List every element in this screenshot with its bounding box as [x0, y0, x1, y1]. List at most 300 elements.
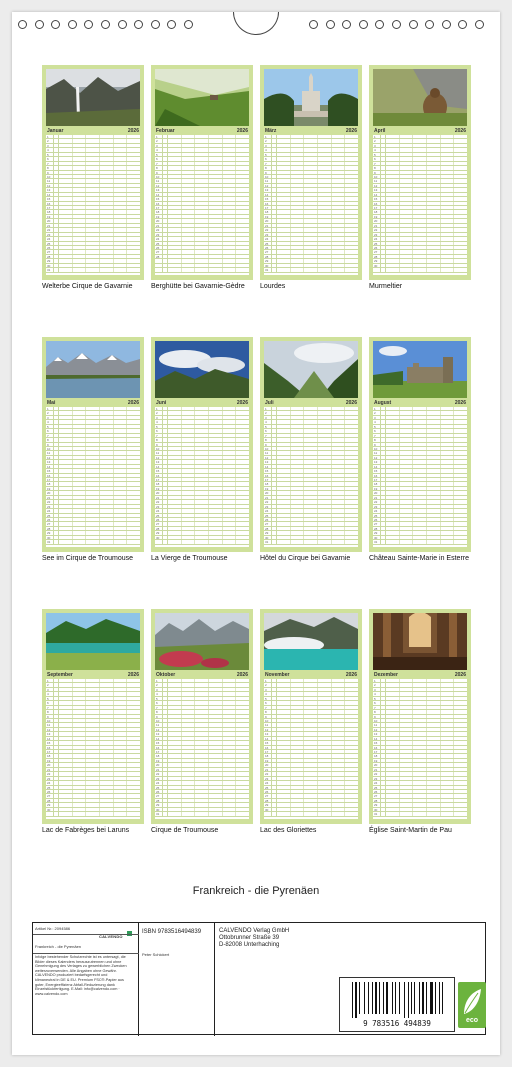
day-row: 22 — [155, 228, 249, 232]
day-row: 11 — [264, 179, 358, 183]
month-header — [46, 399, 140, 407]
day-row: 9 — [155, 443, 249, 447]
day-row: 14 — [46, 737, 140, 741]
month-oktober — [151, 609, 253, 824]
day-row: 27 — [155, 522, 249, 526]
day-row: 15 — [264, 469, 358, 473]
day-row: 18 — [155, 482, 249, 486]
day-row: 4 — [155, 148, 249, 152]
day-row: 26 — [264, 790, 358, 794]
day-row: 6 — [264, 429, 358, 433]
day-row — [155, 268, 249, 272]
day-row: 17 — [373, 206, 467, 210]
day-row: 24 — [264, 509, 358, 513]
day-row: 7 — [155, 162, 249, 166]
day-row: 18 — [46, 210, 140, 214]
day-row: 18 — [264, 482, 358, 486]
day-row: 15 — [373, 741, 467, 745]
day-row: 28 — [373, 255, 467, 259]
day-row: 5 — [46, 697, 140, 701]
day-row: 22 — [155, 772, 249, 776]
day-row: 10 — [46, 175, 140, 179]
day-row: 29 — [264, 259, 358, 263]
day-row: 26 — [373, 518, 467, 522]
month-name: Juli — [265, 400, 274, 406]
month-photo — [155, 341, 249, 398]
binding-hole — [359, 20, 368, 29]
day-row: 11 — [46, 179, 140, 183]
day-row: 7 — [264, 434, 358, 438]
day-row: 1 — [46, 679, 140, 683]
day-grid — [46, 135, 140, 275]
barcode-bar — [435, 982, 436, 1014]
day-grid — [46, 407, 140, 547]
day-row: 3 — [46, 144, 140, 148]
day-row: 12 — [155, 728, 249, 732]
month-caption: See im Cirque de Troumouse — [42, 555, 134, 562]
day-row: 28 — [155, 799, 249, 803]
day-row: 3 — [373, 144, 467, 148]
day-row: 13 — [46, 188, 140, 192]
day-row: 28 — [264, 527, 358, 531]
day-row: 3 — [155, 416, 249, 420]
day-row: 22 — [264, 228, 358, 232]
day-row: 1 — [46, 135, 140, 139]
binding-hole — [392, 20, 401, 29]
day-row: 6 — [155, 157, 249, 161]
day-row: 30 — [46, 536, 140, 540]
binding-hole — [409, 20, 418, 29]
day-row: 14 — [373, 737, 467, 741]
day-row: 14 — [155, 465, 249, 469]
day-row: 3 — [46, 688, 140, 692]
day-row: 23 — [46, 777, 140, 781]
day-row: 15 — [155, 469, 249, 473]
barcode-bar — [408, 982, 409, 1018]
day-row: 8 — [264, 166, 358, 170]
month-caption: Hôtel du Cirque bei Gavarnie — [260, 555, 351, 562]
day-row: 21 — [373, 496, 467, 500]
day-row: 20 — [155, 491, 249, 495]
day-row: 20 — [373, 491, 467, 495]
month-september — [42, 609, 144, 824]
day-row: 4 — [46, 148, 140, 152]
day-row: 6 — [155, 429, 249, 433]
day-row: 1 — [46, 407, 140, 411]
barcode-bar — [383, 982, 384, 1014]
day-row: 1 — [155, 679, 249, 683]
day-row: 16 — [373, 474, 467, 478]
isbn: ISBN 9783516494839 — [142, 929, 202, 935]
day-row: 22 — [264, 772, 358, 776]
binding-hole — [425, 20, 434, 29]
day-row: 19 — [264, 215, 358, 219]
day-row: 18 — [155, 210, 249, 214]
month-header — [155, 671, 249, 679]
month-januar — [42, 65, 144, 280]
day-row: 20 — [46, 491, 140, 495]
day-row: 23 — [264, 777, 358, 781]
day-row: 1 — [264, 407, 358, 411]
day-row: 6 — [46, 701, 140, 705]
day-row: 30 — [373, 264, 467, 268]
day-row: 18 — [373, 210, 467, 214]
day-row: 18 — [155, 754, 249, 758]
day-row: 4 — [155, 692, 249, 696]
day-row: 5 — [373, 697, 467, 701]
day-row: 3 — [373, 688, 467, 692]
day-row: 18 — [46, 754, 140, 758]
publisher-name: CALVENDO Verlag GmbH — [219, 928, 290, 934]
day-grid — [155, 679, 249, 819]
month-photo — [373, 341, 467, 398]
month-header — [373, 399, 467, 407]
day-row: 14 — [155, 737, 249, 741]
month-caption: Château Sainte-Marie in Esterre — [369, 555, 469, 562]
month-mai — [42, 337, 144, 552]
day-row: 15 — [264, 197, 358, 201]
month-dezember — [369, 609, 471, 824]
day-row: 2 — [264, 683, 358, 687]
day-row: 26 — [46, 518, 140, 522]
barcode-bar — [392, 982, 393, 1014]
month-year: 2026 — [236, 400, 248, 406]
day-row: 21 — [264, 224, 358, 228]
day-row: 11 — [264, 451, 358, 455]
day-row — [373, 268, 467, 272]
day-row: 17 — [264, 478, 358, 482]
month-photo — [373, 613, 467, 670]
day-row: 22 — [373, 500, 467, 504]
calendar-page — [12, 12, 500, 1055]
barcode-bar — [359, 982, 360, 1014]
day-row: 22 — [373, 228, 467, 232]
day-row: 18 — [264, 754, 358, 758]
day-row: 23 — [155, 505, 249, 509]
eco-label: eco — [465, 1017, 479, 1024]
calendar-title: Frankreich - die Pyrenäen — [192, 885, 320, 897]
day-row: 4 — [373, 692, 467, 696]
day-row: 6 — [373, 701, 467, 705]
day-row: 16 — [46, 746, 140, 750]
day-row: 23 — [373, 505, 467, 509]
day-row: 24 — [155, 509, 249, 513]
day-row: 7 — [155, 434, 249, 438]
day-row: 22 — [373, 772, 467, 776]
day-row: 5 — [264, 153, 358, 157]
day-row: 13 — [264, 732, 358, 736]
binding-hole — [118, 20, 127, 29]
day-row: 17 — [155, 478, 249, 482]
day-row: 30 — [264, 808, 358, 812]
day-row: 15 — [46, 469, 140, 473]
day-grid — [155, 407, 249, 547]
month-name: September — [47, 672, 73, 678]
day-row: 16 — [264, 474, 358, 478]
day-row: 3 — [264, 416, 358, 420]
day-row: 12 — [46, 456, 140, 460]
day-row: 8 — [264, 438, 358, 442]
day-row: 30 — [46, 808, 140, 812]
binding-hole — [184, 20, 193, 29]
day-row: 9 — [373, 715, 467, 719]
day-row: 2 — [264, 411, 358, 415]
day-row: 9 — [155, 171, 249, 175]
day-row: 28 — [46, 799, 140, 803]
day-row — [264, 812, 358, 816]
day-row: 21 — [155, 768, 249, 772]
day-row: 15 — [46, 741, 140, 745]
day-row: 30 — [264, 264, 358, 268]
day-row: 19 — [373, 759, 467, 763]
day-row: 25 — [264, 786, 358, 790]
day-row: 20 — [373, 763, 467, 767]
day-row: 7 — [46, 434, 140, 438]
day-row: 12 — [264, 728, 358, 732]
day-row: 26 — [373, 790, 467, 794]
day-row: 23 — [155, 777, 249, 781]
month-name: März — [265, 128, 277, 134]
day-row: 14 — [46, 465, 140, 469]
day-row: 4 — [264, 148, 358, 152]
day-row: 15 — [155, 197, 249, 201]
binding-hole — [151, 20, 160, 29]
day-row: 8 — [373, 438, 467, 442]
day-row: 17 — [46, 478, 140, 482]
day-row: 11 — [46, 451, 140, 455]
binding-hole — [475, 20, 484, 29]
day-grid — [264, 679, 358, 819]
day-row: 24 — [46, 237, 140, 241]
day-row: 25 — [46, 242, 140, 246]
day-row: 8 — [155, 710, 249, 714]
barcode-bar — [430, 982, 433, 1014]
barcode-bar — [364, 982, 365, 1014]
month-caption: Cirque de Troumouse — [151, 827, 219, 834]
day-row: 9 — [264, 171, 358, 175]
month-header — [155, 399, 249, 407]
day-row — [46, 812, 140, 816]
day-row: 17 — [373, 750, 467, 754]
day-row: 27 — [46, 522, 140, 526]
day-row: 29 — [373, 531, 467, 535]
day-row: 8 — [155, 438, 249, 442]
month-caption: Berghütte bei Gavarnie-Gèdre — [151, 283, 245, 290]
day-row: 7 — [46, 706, 140, 710]
day-row: 13 — [46, 460, 140, 464]
article-number: Artikel Nr.: 2094586 — [35, 926, 71, 931]
month-year: 2026 — [236, 128, 248, 134]
day-row: 21 — [373, 768, 467, 772]
month-header — [264, 399, 358, 407]
day-row: 17 — [155, 750, 249, 754]
month-caption: Welterbe Cirque de Gavarnie — [42, 283, 133, 290]
calvendo-logo: CALVENDO — [99, 925, 135, 932]
day-row: 12 — [373, 728, 467, 732]
day-row: 13 — [46, 732, 140, 736]
month-caption: Église Saint-Martin de Pau — [369, 827, 452, 834]
day-row: 11 — [46, 723, 140, 727]
month-name: Juni — [156, 400, 167, 406]
binding-hole — [84, 20, 93, 29]
day-row: 15 — [155, 741, 249, 745]
day-row: 2 — [373, 411, 467, 415]
day-row: 3 — [373, 416, 467, 420]
day-row: 29 — [264, 803, 358, 807]
day-row: 17 — [46, 750, 140, 754]
day-row: 29 — [46, 803, 140, 807]
day-row: 8 — [46, 166, 140, 170]
day-row: 14 — [373, 465, 467, 469]
month-header — [264, 127, 358, 135]
day-row: 20 — [155, 763, 249, 767]
month-name: Oktober — [156, 672, 176, 678]
day-row: 19 — [46, 215, 140, 219]
day-row: 13 — [264, 460, 358, 464]
day-row: 16 — [264, 202, 358, 206]
day-row: 20 — [264, 219, 358, 223]
day-row: 3 — [155, 144, 249, 148]
day-row: 25 — [155, 242, 249, 246]
day-row: 3 — [264, 688, 358, 692]
month-year: 2026 — [454, 128, 466, 134]
month-photo — [264, 69, 358, 126]
day-row: 3 — [46, 416, 140, 420]
binding-hole — [442, 20, 451, 29]
day-row: 12 — [46, 728, 140, 732]
day-row: 25 — [46, 786, 140, 790]
day-row: 23 — [155, 233, 249, 237]
day-row: 29 — [155, 803, 249, 807]
day-row: 31 — [373, 812, 467, 816]
month-photo — [155, 69, 249, 126]
day-row: 23 — [46, 233, 140, 237]
day-row: 5 — [46, 153, 140, 157]
day-row: 17 — [264, 206, 358, 210]
legal-text: Infolge bestehender Schutzrechte ist es untersagt, die Bilder dieses Kalenders herauszutrennen und ohne Genehmigung des Verlages zu gewerblichen Zwecken weiterzuverwenden. Alle Angaben ohne Gewähr. CALVENDO produziert bedarfsgerecht und klimaneutral in DE & EU. Premium FSC®-Papier aus guter, Energieeffizienz Abfall-Reduzierung dank Einzelstückfertigung. E-Mail: info@calvendo.com · www.calvendo.com — [35, 955, 127, 996]
day-row: 9 — [46, 171, 140, 175]
day-row: 5 — [373, 153, 467, 157]
day-row: 31 — [46, 540, 140, 544]
binding-hole — [326, 20, 335, 29]
day-row: 3 — [264, 144, 358, 148]
day-row: 9 — [373, 171, 467, 175]
day-row: 19 — [264, 487, 358, 491]
day-row: 22 — [46, 228, 140, 232]
day-row: 28 — [155, 255, 249, 259]
day-row: 18 — [373, 754, 467, 758]
day-row: 8 — [46, 438, 140, 442]
barcode-bar — [375, 982, 378, 1014]
day-row: 9 — [373, 443, 467, 447]
binding-hole — [51, 20, 60, 29]
day-row: 20 — [373, 219, 467, 223]
month-photo — [373, 69, 467, 126]
binding-hole — [101, 20, 110, 29]
day-row: 25 — [264, 514, 358, 518]
month-year: 2026 — [236, 672, 248, 678]
day-row: 4 — [46, 420, 140, 424]
day-row: 13 — [155, 460, 249, 464]
day-row: 7 — [46, 162, 140, 166]
day-row: 2 — [373, 139, 467, 143]
day-row: 7 — [155, 706, 249, 710]
month-photo — [46, 613, 140, 670]
day-row: 1 — [264, 679, 358, 683]
day-grid — [373, 679, 467, 819]
day-row: 8 — [264, 710, 358, 714]
barcode-bar — [426, 982, 427, 1014]
day-row: 13 — [155, 188, 249, 192]
day-row: 28 — [264, 799, 358, 803]
day-row: 9 — [46, 715, 140, 719]
day-row: 14 — [155, 193, 249, 197]
binding-hole — [375, 20, 384, 29]
month-photo — [46, 341, 140, 398]
month-year: 2026 — [454, 400, 466, 406]
day-row: 10 — [373, 719, 467, 723]
day-row: 27 — [373, 522, 467, 526]
day-row: 2 — [373, 683, 467, 687]
day-row: 28 — [46, 255, 140, 259]
day-row: 12 — [155, 184, 249, 188]
day-row: 25 — [264, 242, 358, 246]
day-row: 23 — [264, 505, 358, 509]
day-row: 4 — [264, 692, 358, 696]
day-row: 26 — [46, 246, 140, 250]
barcode-bar — [372, 982, 373, 1014]
day-row: 5 — [264, 425, 358, 429]
month-februar — [151, 65, 253, 280]
binding-hole — [309, 20, 318, 29]
barcode-bar — [442, 982, 443, 1014]
binding-hole — [458, 20, 467, 29]
day-row: 28 — [46, 527, 140, 531]
day-row: 30 — [155, 536, 249, 540]
eco-badge — [458, 982, 486, 1028]
month-photo — [46, 69, 140, 126]
day-row: 26 — [155, 246, 249, 250]
day-row: 22 — [155, 500, 249, 504]
day-row: 17 — [46, 206, 140, 210]
day-row: 6 — [373, 429, 467, 433]
barcode-bar — [411, 982, 413, 1014]
day-row: 10 — [373, 175, 467, 179]
day-row: 30 — [46, 264, 140, 268]
day-row: 26 — [46, 790, 140, 794]
binding-hole — [68, 20, 77, 29]
day-row: 20 — [264, 763, 358, 767]
month-name: April — [374, 128, 386, 134]
day-grid — [46, 679, 140, 819]
month-name: Dezember — [374, 672, 398, 678]
day-row: 9 — [46, 443, 140, 447]
day-grid — [155, 135, 249, 275]
day-row: 21 — [155, 496, 249, 500]
day-row: 14 — [264, 193, 358, 197]
day-row: 19 — [155, 487, 249, 491]
day-row: 21 — [46, 224, 140, 228]
day-row: 16 — [264, 746, 358, 750]
day-grid — [264, 407, 358, 547]
day-row: 11 — [155, 179, 249, 183]
day-row: 20 — [264, 491, 358, 495]
barcode-bar — [355, 982, 357, 1018]
day-row: 4 — [264, 420, 358, 424]
binding-hole — [342, 20, 351, 29]
day-row: 13 — [373, 460, 467, 464]
month-year: 2026 — [345, 672, 357, 678]
